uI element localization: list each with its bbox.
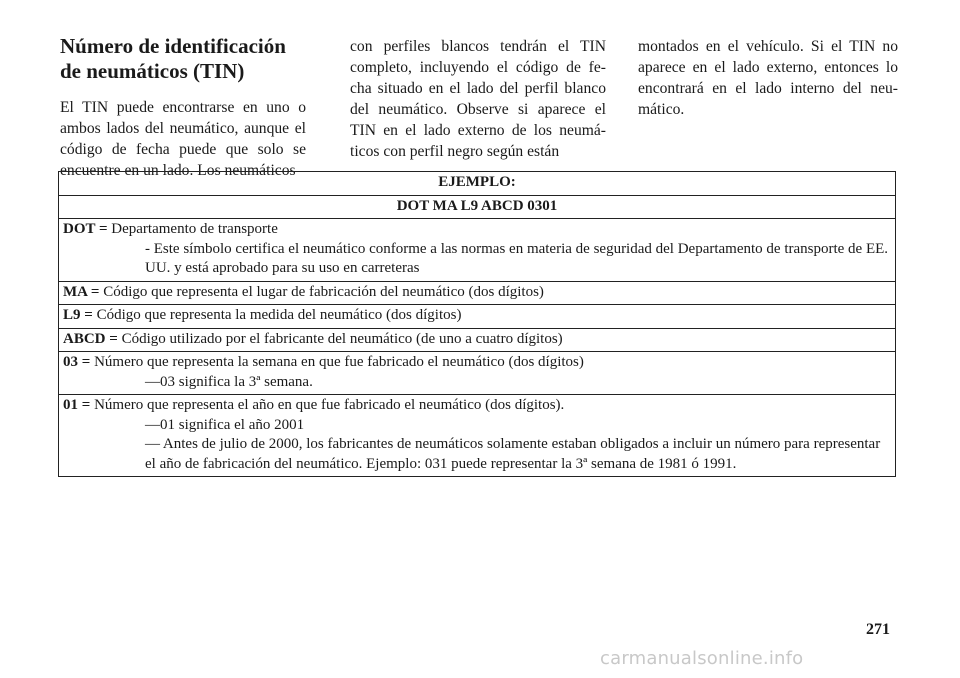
row-text: Departamento de transporte	[111, 221, 278, 237]
row-key: ABCD =	[63, 330, 118, 347]
table-row	[59, 305, 896, 329]
page-number: 271	[866, 621, 890, 638]
table-row	[59, 281, 896, 305]
row-sub-text: - Este símbolo certifica el neumático conforme a las normas en materia de seguridad del Departamento de transporte de EE. UU. y está aprobado para su uso en carreteras	[145, 240, 889, 276]
table-example-code: DOT MA L9 ABCD 0301	[59, 195, 896, 219]
row-key: DOT =	[63, 221, 108, 237]
row-sub-text: —01 significa el año 2001	[145, 416, 305, 433]
section-title: Número de identificación de neumáticos (TIN)	[60, 34, 286, 83]
row-text: Código que representa el lugar de fabricación del neumático (dos dígitos)	[103, 283, 544, 300]
row-text: Código utilizado por el fabricante del neumático (de uno a cuatro dígitos)	[121, 330, 563, 347]
row-key: L9 =	[63, 307, 93, 323]
row-key: 03 =	[63, 354, 91, 370]
watermark: carmanualsonline.info	[600, 648, 804, 669]
column-1	[60, 34, 306, 181]
row-key: 01 =	[63, 397, 91, 413]
column-1-text: El TIN puede encontrarse en uno o ambos lados del neumático, aunque el código de fecha puede que solo se encuentre en un lado. Los neumáticos	[60, 99, 306, 179]
column-2	[350, 36, 606, 162]
row-sub-text: — Antes de julio de 2000, los fabricantes de neumáticos solamente estaban obligados a incluir un número para representar el año de fabricación del neumático. Ejemplo: 031 puede representar la 3ª semana de 1981 ó 1991.	[145, 436, 881, 472]
table-example-row	[59, 195, 896, 219]
column-3	[638, 36, 898, 120]
table-header: EJEMPLO:	[59, 172, 896, 196]
column-3-text: montados en el vehículo. Si el TIN no aparece en el lado externo, entonces lo encontrará en el lado interno del neu-mático.	[638, 38, 898, 118]
table-header-row	[59, 172, 896, 196]
row-text: Número que representa la semana en que fue fabricado el neumático (dos dígitos)	[94, 354, 584, 370]
row-text: Código que representa la medida del neumático (dos dígitos)	[96, 307, 462, 323]
table-row	[59, 395, 896, 477]
table-row	[59, 328, 896, 352]
row-sub-text: —03 significa la 3ª semana.	[145, 373, 313, 390]
row-text: Número que representa el año en que fue fabricado el neumático (dos dígitos).	[94, 397, 565, 413]
row-key: MA =	[63, 283, 100, 300]
column-2-text: con perfiles blancos tendrán el TIN completo, incluyendo el código de fe-cha situado en el lado del perfil blanco del neumático. Observe si aparece el TIN en el lado externo de los neumá-ticos con perfil negro según están	[350, 38, 606, 160]
table-row	[59, 219, 896, 282]
table-row	[59, 352, 896, 395]
tin-example-table	[58, 171, 896, 477]
